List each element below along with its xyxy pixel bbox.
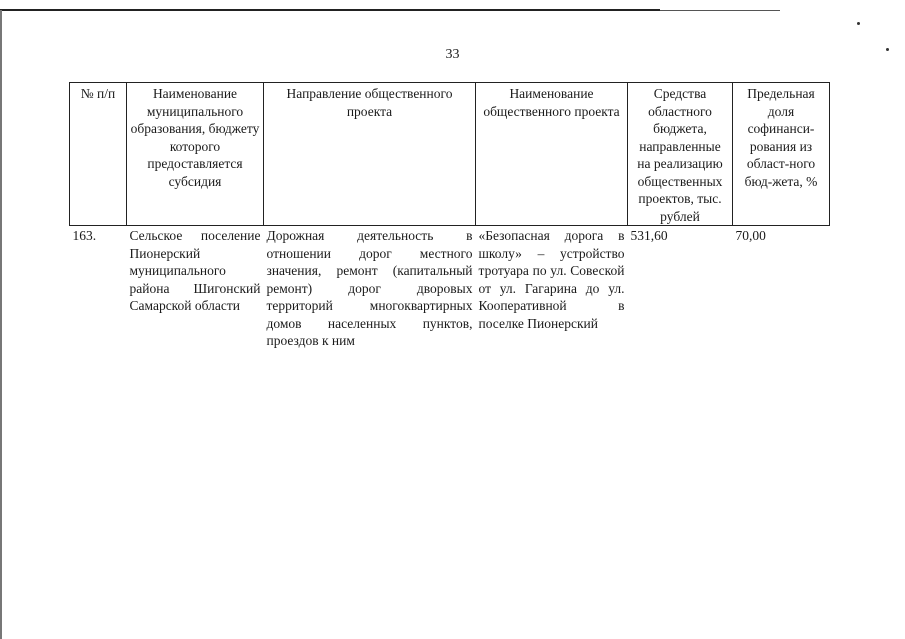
header-number: № п/п — [70, 83, 127, 226]
header-project: Наименование общественного проекта — [476, 83, 628, 226]
scan-speck — [857, 22, 860, 25]
header-funds: Средства областного бюджета, направленные на реализацию общественных проектов, тыс. рублей — [628, 83, 733, 226]
header-direction: Направление общественного проекта — [264, 83, 476, 226]
row-share: 70,00 — [735, 228, 766, 243]
subsidy-table — [69, 82, 830, 350]
left-scan-edge — [0, 10, 2, 639]
header-municipality: Наименование муниципального образования, бюджету которого предоставляется субсидия — [127, 83, 264, 226]
table-header-row — [70, 83, 830, 226]
row-municipality: Сельское поселение Пионерский муниципального района Шигонский Самарской области — [129, 228, 261, 313]
row-number: 163. — [72, 228, 97, 243]
table-row — [70, 226, 830, 350]
header-share: Предельная доля софинанси-рования из област-ного бюд-жета, % — [733, 83, 830, 226]
row-funds: 531,60 — [630, 228, 668, 243]
top-border-line — [0, 9, 660, 11]
page-number: 33 — [445, 47, 460, 62]
top-border-line-fade — [660, 10, 780, 11]
row-direction: Дорожная деятельность в отношении дорог местного значения, ремонт (капитальный ремонт) дорог дворовых территорий многоквартирных домов населенных пунктов, проездов к ним — [266, 228, 473, 348]
row-project: «Безопасная дорога в школу» – устройство тротуара по ул. Совеской от ул. Гагарина до ул. Кооперативной в поселке Пионерский — [478, 228, 625, 331]
